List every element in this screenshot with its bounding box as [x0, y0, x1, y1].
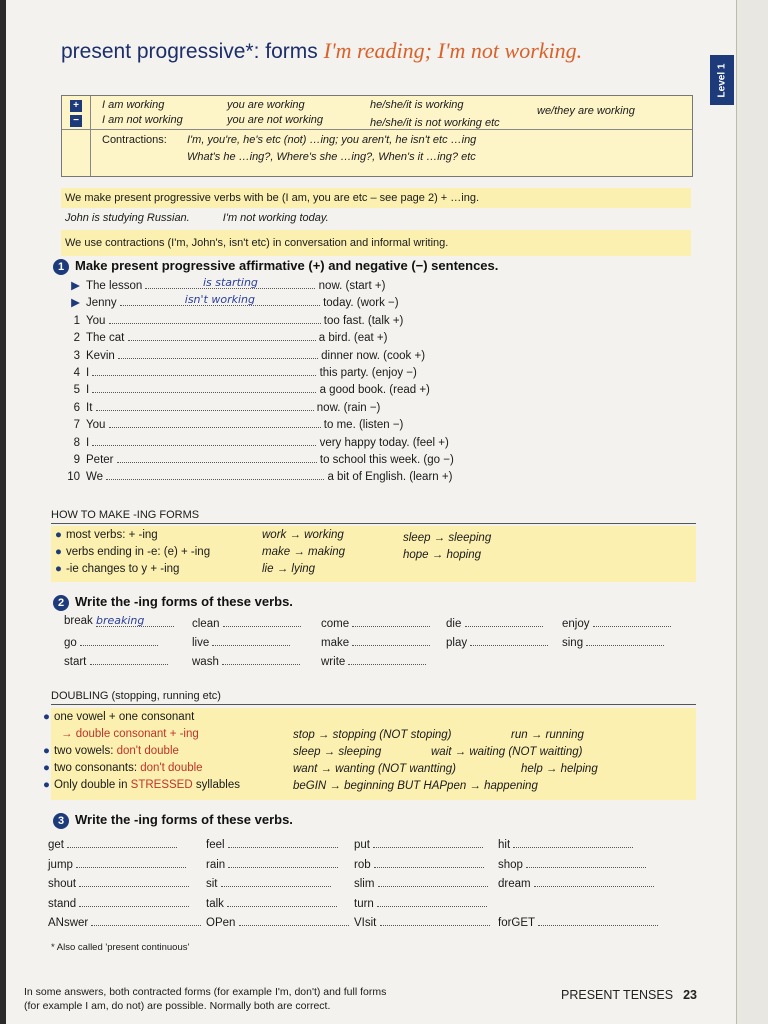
- verb-word: put: [354, 839, 374, 851]
- answer-blank: [79, 874, 189, 887]
- item-subject: I: [86, 436, 93, 449]
- doubling-example: sleep → sleeping: [293, 746, 382, 758]
- item-number: 7: [73, 419, 80, 432]
- verb-word: feel: [206, 839, 228, 851]
- doubling-rule-4-emphasis: STRESSED: [130, 779, 193, 791]
- answer-blank: [96, 614, 174, 627]
- answer-blank: [109, 415, 321, 428]
- doubling-example: want → wanting (NOT wantting): [293, 763, 456, 775]
- answer-blank: [120, 293, 320, 306]
- answer-blank: [212, 633, 290, 646]
- verb-item: [321, 652, 426, 668]
- doubling-rule-3-text: two consonants:: [53, 762, 141, 774]
- verb-item: [498, 913, 658, 929]
- item-subject: The lesson: [86, 280, 146, 292]
- verb-item: [321, 633, 430, 649]
- doubling-example: stop → stopping (NOT stoping): [293, 729, 452, 741]
- answer-blank: [92, 433, 316, 446]
- verb-word: OPen: [206, 917, 239, 929]
- verb-word: enjoy: [562, 618, 593, 630]
- bullet-icon: ●: [43, 762, 50, 774]
- how-to-rule-1: [55, 529, 158, 541]
- exercise3-heading: [53, 812, 293, 829]
- item-rest: very happy today. (feel +): [316, 436, 449, 449]
- bullet-icon: ●: [43, 711, 50, 723]
- verb-item: [446, 614, 543, 630]
- answer-blank: [348, 652, 426, 665]
- form-i-negative: I am not working: [102, 114, 183, 126]
- verb-item: [354, 894, 487, 910]
- verb-word: die: [446, 618, 465, 630]
- item-number: 5: [73, 384, 80, 397]
- item-number: 8: [73, 436, 80, 449]
- how-to-rule-2-text: verbs ending in -e: (e) + -ing: [65, 546, 211, 558]
- table-divider: [62, 129, 692, 130]
- contractions-label: Contractions:: [102, 134, 167, 146]
- exercise-number: 1: [53, 259, 69, 275]
- verb-word: stand: [48, 897, 80, 910]
- how-to-example: make → making: [262, 546, 346, 558]
- verb-word: start: [64, 656, 90, 668]
- form-you-positive: you are working: [227, 99, 305, 111]
- doubling-rule-4-tail: syllables: [192, 779, 240, 791]
- answer-blank: [117, 450, 317, 463]
- item-rest: a bit of English. (learn +): [324, 471, 453, 484]
- verb-word: shout: [48, 878, 80, 890]
- item-subject: You: [86, 419, 109, 432]
- how-to-example: hope → hoping: [403, 549, 482, 561]
- verb-item: [192, 614, 301, 630]
- answer-blank: [374, 855, 484, 868]
- exercise-number: 3: [53, 813, 69, 829]
- form-we-positive: we/they are working: [537, 105, 635, 117]
- how-to-example: sleep → sleeping: [403, 532, 492, 544]
- item-subject: The cat: [86, 332, 128, 345]
- verb-word: slim: [354, 878, 378, 890]
- exercise-number: 2: [53, 595, 69, 611]
- title-examples: I'm reading; I'm not working.: [323, 38, 583, 63]
- answer-blank: [378, 874, 488, 887]
- rule-example-a: John is studying Russian.: [65, 212, 190, 224]
- answer-blank: [92, 380, 316, 393]
- answer-blank: [145, 276, 315, 289]
- verb-item: [206, 894, 337, 910]
- verb-item: [206, 855, 338, 871]
- doubling-rule-4: [43, 779, 240, 791]
- how-to-block: [51, 526, 696, 582]
- answer-blank: [380, 913, 490, 926]
- item-subject: You: [86, 314, 109, 327]
- item-number: 10: [67, 471, 80, 484]
- verb-word: come: [321, 618, 353, 630]
- level-tab-label: Level 1: [716, 63, 728, 97]
- how-to-rule-1-text: most verbs: + -ing: [65, 529, 158, 541]
- verb-item: [562, 614, 671, 630]
- doubling-block: [43, 708, 696, 800]
- exercise-line: [58, 450, 454, 466]
- verb-item: [192, 633, 290, 649]
- item-number: 9: [73, 454, 80, 466]
- item-number: ▶: [71, 280, 80, 292]
- exercise-line: [58, 276, 385, 292]
- item-number: 4: [73, 367, 80, 379]
- exercise-line: [58, 380, 430, 396]
- exercise-line: [58, 415, 403, 431]
- book-page: [6, 0, 742, 1024]
- verb-word: break: [64, 615, 96, 627]
- exercise-line: [58, 346, 425, 362]
- item-subject: We: [86, 471, 107, 484]
- item-subject: It: [86, 401, 96, 414]
- item-subject: I: [86, 384, 93, 397]
- exercise-line: [58, 363, 417, 379]
- verb-word: rob: [354, 858, 374, 871]
- verb-word: talk: [206, 897, 228, 910]
- item-rest: today. (work −): [319, 297, 399, 310]
- verb-item: [48, 913, 201, 929]
- bullet-icon: ●: [55, 563, 62, 575]
- verb-word: jump: [48, 858, 77, 871]
- rule-line1: We make present progressive verbs with be (I am, you are etc – see page 2) + …ing.: [61, 188, 691, 208]
- exercise1-heading: [53, 258, 498, 275]
- item-number: 2: [73, 332, 80, 345]
- doubling-heading: DOUBLING (stopping, running etc): [51, 690, 696, 705]
- table-divider: [90, 96, 91, 176]
- item-rest: to school this week. (go −): [316, 454, 454, 466]
- verb-word: turn: [354, 897, 378, 910]
- title-main: present progressive*: forms: [61, 40, 318, 63]
- exercise-line: [58, 433, 449, 449]
- item-rest: to me. (listen −): [320, 419, 404, 432]
- doubling-example: help → helping: [521, 763, 598, 775]
- how-to-rule-3: [55, 563, 179, 575]
- answer-blank: [227, 894, 337, 907]
- verb-item: [206, 835, 338, 851]
- verb-item: [498, 855, 646, 871]
- doubling-rule-1b: → double consonant + -ing: [61, 728, 199, 740]
- plus-icon: +: [70, 100, 82, 112]
- item-rest: a good book. (read +): [316, 384, 430, 397]
- verb-item: [354, 874, 488, 890]
- answer-blank: [373, 835, 483, 848]
- form-you-negative: you are not working: [227, 114, 323, 126]
- doubling-rule-1-text: one vowel + one consonant: [53, 711, 195, 723]
- answer-blank: [534, 874, 654, 887]
- item-rest: this party. (enjoy −): [316, 367, 417, 379]
- answer-blank: [513, 835, 633, 848]
- answer-blank: [80, 633, 158, 646]
- verb-word: ANswer: [48, 917, 92, 929]
- verb-item: [206, 913, 349, 929]
- verb-word: rain: [206, 858, 229, 871]
- level-tab: [710, 55, 734, 105]
- verb-word: hit: [498, 839, 514, 851]
- item-number: 1: [73, 314, 80, 327]
- verb-word: go: [64, 637, 80, 649]
- exercise-line: [58, 398, 380, 414]
- verb-word: get: [48, 839, 68, 851]
- how-to-example: work → working: [262, 529, 344, 541]
- answer-blank: [377, 894, 487, 907]
- item-subject: Jenny: [86, 297, 120, 310]
- answer-blank: [228, 835, 338, 848]
- handwritten-answer: breaking: [95, 614, 145, 627]
- item-number: 6: [73, 401, 80, 414]
- item-subject: Peter: [86, 454, 117, 466]
- form-i-positive: I am working: [102, 99, 165, 111]
- exercise-line: [58, 293, 399, 309]
- rule-examples: [61, 208, 691, 228]
- verb-item: [192, 652, 300, 668]
- page-title: [61, 38, 582, 64]
- exercise1-title: Make present progressive affirmative (+) and negative (−) sentences.: [75, 258, 499, 273]
- form-he-negative: he/she/it is not working etc: [370, 117, 500, 129]
- bullet-icon: ●: [55, 529, 62, 541]
- minus-icon: −: [70, 115, 82, 127]
- verb-item: [498, 874, 654, 890]
- item-rest: a bird. (eat +): [315, 332, 388, 345]
- verb-word: sing: [562, 637, 587, 649]
- doubling-rule-2-text: two vowels:: [53, 745, 117, 757]
- verb-item: [446, 633, 548, 649]
- verb-word: dream: [498, 878, 534, 890]
- answer-blank: [352, 633, 430, 646]
- answer-blank: [538, 913, 658, 926]
- footnote: * Also called 'present continuous': [51, 942, 190, 953]
- answer-blank: [67, 835, 177, 848]
- verb-item: [354, 855, 484, 871]
- doubling-rule-2-emphasis: don't double: [116, 745, 179, 757]
- exercise2-title: Write the -ing forms of these verbs.: [75, 594, 293, 609]
- handwritten-answer: is starting: [202, 276, 258, 289]
- answer-blank: [91, 913, 201, 926]
- answer-blank: [90, 652, 168, 665]
- exercise-line: [58, 328, 387, 344]
- verb-word: sit: [206, 878, 221, 890]
- doubling-rule-2: [43, 745, 179, 757]
- verb-item: [48, 874, 189, 890]
- verb-word: shop: [498, 858, 527, 871]
- item-rest: now. (rain −): [313, 401, 381, 414]
- footer-section: PRESENT TENSES: [561, 988, 674, 1002]
- verb-word: forGET: [498, 917, 539, 929]
- verb-item: [354, 835, 483, 851]
- verb-item: [48, 894, 189, 910]
- doubling-rule-4-text: Only double in: [53, 779, 131, 791]
- doubling-example: wait → waiting (NOT waitting): [431, 746, 583, 758]
- answer-blank: [526, 855, 646, 868]
- exercise2-heading: [53, 594, 293, 611]
- rule-example-b: I'm not working today.: [222, 212, 329, 224]
- how-to-heading: HOW TO MAKE -ING FORMS: [51, 509, 696, 524]
- bullet-icon: ●: [43, 779, 50, 791]
- doubling-rule-3-emphasis: don't double: [140, 762, 203, 774]
- page-number: 23: [683, 988, 697, 1002]
- verb-item: [64, 652, 168, 668]
- handwritten-answer: isn't working: [184, 293, 255, 307]
- verb-word: write: [321, 656, 349, 668]
- verb-item: [206, 874, 331, 890]
- answer-blank: [239, 913, 349, 926]
- item-subject: Kevin: [86, 349, 118, 362]
- verb-word: VIsit: [354, 917, 380, 929]
- exercise3-title: Write the -ing forms of these verbs.: [75, 812, 293, 827]
- verb-word: make: [321, 637, 353, 649]
- how-to-rule-2: [55, 546, 210, 558]
- how-to-example: lie → lying: [262, 563, 316, 575]
- exercise-line: [58, 467, 452, 483]
- rule-line3: We use contractions (I'm, John's, isn't etc) in conversation and informal writing.: [61, 230, 691, 256]
- bullet-icon: ●: [43, 745, 50, 757]
- answer-blank: [118, 346, 318, 359]
- item-subject: I: [86, 367, 93, 379]
- adjacent-page-edge: [736, 0, 768, 1024]
- answer-blank: [79, 894, 189, 907]
- item-rest: dinner now. (cook +): [317, 349, 426, 362]
- item-rest: now. (start +): [315, 280, 386, 292]
- answer-blank: [221, 874, 331, 887]
- answer-blank: [92, 363, 316, 376]
- answer-blank: [352, 614, 430, 627]
- answer-blank: [106, 467, 324, 480]
- doubling-rule-1: [43, 711, 194, 723]
- answer-blank: [109, 311, 321, 324]
- contractions-line2: What's he …ing?, Where's she …ing?, When's it …ing? etc: [187, 151, 476, 163]
- answer-blank: [76, 855, 186, 868]
- verb-word: live: [192, 637, 213, 649]
- answer-blank: [470, 633, 548, 646]
- bullet-icon: ●: [55, 546, 62, 558]
- verb-item: [498, 835, 633, 851]
- answer-blank: [128, 328, 316, 341]
- answer-blank: [593, 614, 671, 627]
- answer-blank: [222, 652, 300, 665]
- item-number: ▶: [71, 297, 80, 310]
- bottom-note: In some answers, both contracted forms (for example I'm, don't) and full forms (for example I am, do not) are possible. Normally both are correct.: [24, 986, 387, 1012]
- verb-item: [562, 633, 664, 649]
- answer-blank: [465, 614, 543, 627]
- verb-word: wash: [192, 656, 223, 668]
- answer-blank: [96, 398, 314, 411]
- answer-blank: [223, 614, 301, 627]
- verb-word: play: [446, 637, 471, 649]
- verb-item: [48, 855, 186, 871]
- doubling-example: run → running: [511, 729, 584, 741]
- contractions-line1: I'm, you're, he's etc (not) …ing; you aren't, he isn't etc …ing: [187, 134, 477, 146]
- verb-item: [64, 633, 158, 649]
- form-he-positive: he/she/it is working: [370, 99, 464, 111]
- doubling-rule-3: [43, 762, 203, 774]
- verb-item: [64, 614, 174, 627]
- how-to-rule-3-text: -ie changes to y + -ing: [65, 563, 180, 575]
- doubling-example: beGIN → beginning BUT HAPpen → happening: [293, 780, 538, 792]
- verb-item: [354, 913, 490, 929]
- forms-table: [61, 95, 693, 177]
- exercise-line: [58, 311, 403, 327]
- page-footer: [561, 988, 697, 1002]
- item-number: 3: [73, 349, 80, 362]
- verb-item: [321, 614, 430, 630]
- verb-word: clean: [192, 618, 223, 630]
- answer-blank: [586, 633, 664, 646]
- answer-blank: [228, 855, 338, 868]
- verb-item: [48, 835, 177, 851]
- item-rest: too fast. (talk +): [320, 314, 404, 327]
